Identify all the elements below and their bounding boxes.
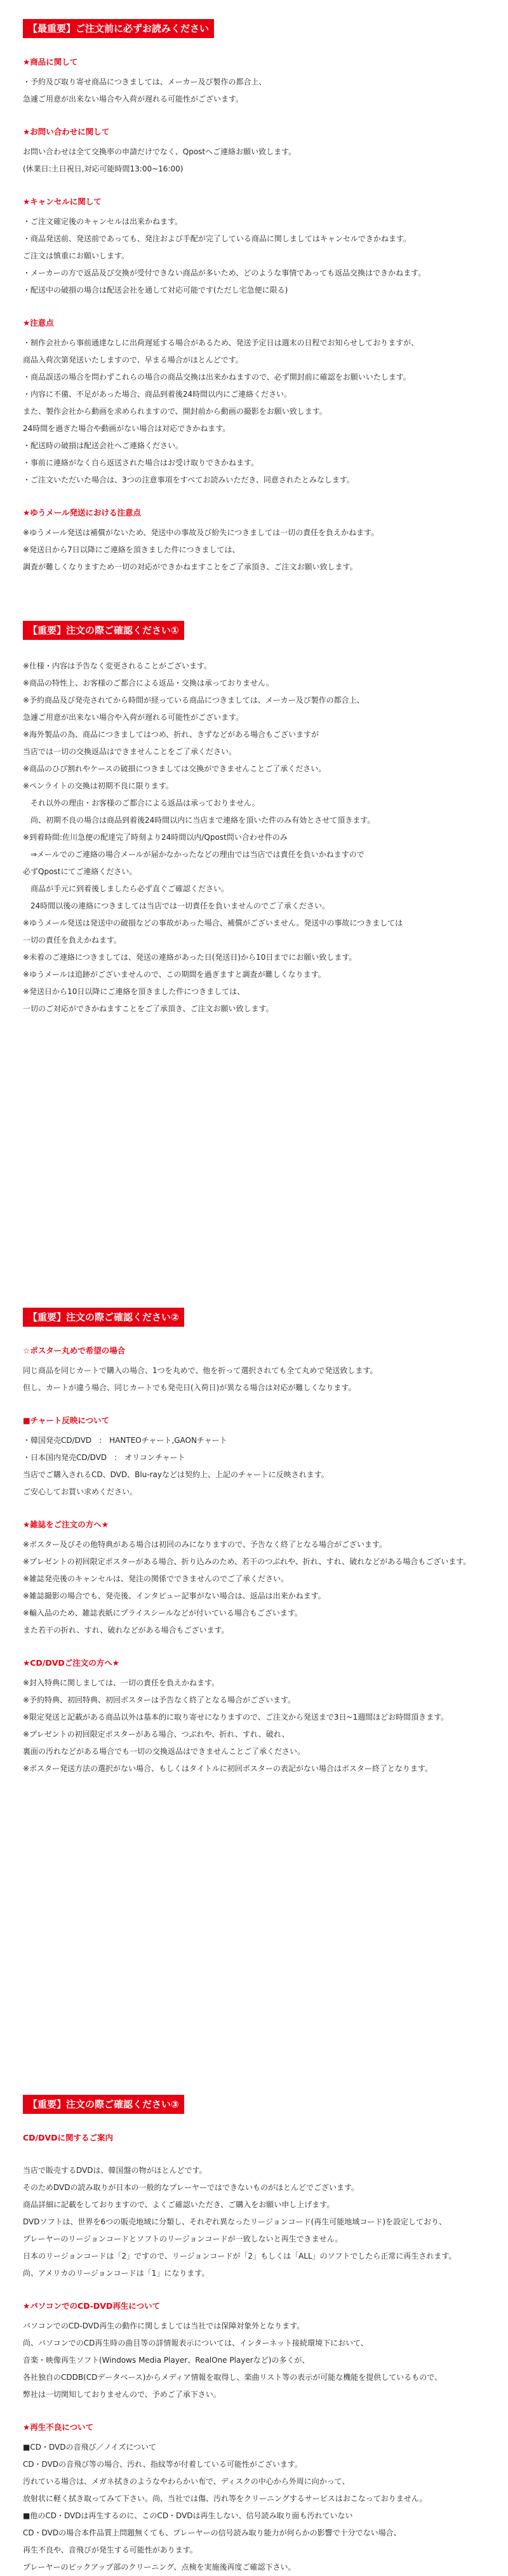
notice-line: ※未着のご連絡につきましては、発送の連絡があった日(発送日)から10日までにお願い致します。 <box>23 953 357 962</box>
notice-line: お問い合わせは全て交換率の申請だけでなく、Qpostへご連絡お願い致します。 <box>23 147 297 156</box>
notice-line: ■他のCD・DVDは再生するのに、このCD・DVDは再生しない、信号読み取り面も汚れていない <box>23 2511 353 2520</box>
notice-line: 一切の責任を負えかねます。 <box>23 936 122 945</box>
notice-line: ⇒メールでのご連絡の場合メールが届かなかったなどの理由では当店では責任を負いかねますので <box>23 850 364 859</box>
notice-line: 当店でご購入されるCD、DVD、Blu-rayなどは契約上、上記のチャートに反映されます。 <box>23 1470 329 1479</box>
block-heading: CD/DVDに関するご案内 <box>23 2133 114 2142</box>
notice-line: ・ご注文確定後のキャンセルは出来かねます。 <box>23 217 183 226</box>
notice-line: ※ゆうメール発送は補償がないため、発送中の事故及び紛失につきましては一切の責任を負えかねます。 <box>23 528 379 537</box>
block-heading: ★商品に関して <box>23 57 78 67</box>
notice-line: ■CD・DVDの音飛び／ノイズについて <box>23 2443 156 2452</box>
notice-line: 24時間以後の連絡につきましては当店では一切責任を負いませんのでご了承ください。 <box>23 901 330 910</box>
notice-line: 尚、初期不良の場合は商品到着後24時間以内に当店まで連絡を頂いた件のみ有効とさせて頂きます。 <box>23 816 375 825</box>
notice-block <box>23 2132 485 2144</box>
notice-line: ・内容に不備、不足があった場合、商品到着後24時間以内にご連絡ください。 <box>23 390 292 399</box>
notice-line: また若干の折れ、すれ、破れなどがある場合もございます。 <box>23 1626 229 1635</box>
notice-block <box>23 2162 485 2282</box>
notice-block <box>23 1518 485 1639</box>
notice-line: ・商品誤送の場合を問わずこれらの場合の商品交換は出来かねますので、必ず開封前に確認をお願いいたします。 <box>23 373 411 382</box>
notice-line: ご安心してお買い求めください。 <box>23 1487 138 1496</box>
notice-line: ご注文は慎重にお願いします。 <box>23 251 130 260</box>
block-heading: ★注意点 <box>23 318 54 328</box>
notice-line: ※仕様・内容は予告なく変更されることがございます。 <box>23 661 212 670</box>
notice-line: 調査が難しくなりますため一切の対応ができかねますことをご了承頂き、ご注文お願い致します。 <box>23 562 358 571</box>
notice-section <box>0 621 508 1018</box>
notice-line: ※商品のひび割れやケースの破損につきましては交換ができませんことご了承ください。 <box>23 764 326 773</box>
notice-line: 音楽・映像再生ソフト(Windows Media Player、RealOne Playerなど)の多くが、 <box>23 2356 310 2365</box>
notice-line: ・日本国内発売CD/DVD : オリコンチャート <box>23 1453 185 1462</box>
notice-line: プレーヤーのピックアップ部のクリーニング、点検を実施後再度ご確認下さい。 <box>23 2563 296 2572</box>
notice-line: ※海外製品の為、商品につきましてはつめ、折れ、きずなどがある場合もございますが <box>23 730 319 739</box>
notice-line: ※限定発送と記載がある商品以外は基本的に取り寄せになりますので、ご注文から発送まで3日~1週間ほどお時間頂きます。 <box>23 1713 449 1722</box>
block-heading: ★ゆうメール発送における注意点 <box>23 508 141 517</box>
notice-line: ・韓国発売CD/DVD : HANTEOチャート,GAONチャート <box>23 1436 227 1445</box>
notice-line: 一切のご対応ができかねますことをご了承頂き、ご注文お願い致します。 <box>23 1004 274 1013</box>
notice-block <box>23 1344 485 1397</box>
notice-block <box>23 317 485 489</box>
notice-line: 尚、アメリカのリージョンコードは「1」になります。 <box>23 2269 210 2278</box>
notice-line: ※発送日から10日以降にご連絡を頂きました件につきましては、 <box>23 987 245 996</box>
notice-line: ※到着時間:佐川急便の配達完了時刻より24時間以内/Qpost問い合わせ件のみ <box>23 833 288 842</box>
notice-section <box>0 19 508 576</box>
notice-line: ※ペンライトの交換は初期不良に限ります。 <box>23 781 173 790</box>
notice-line: 商品入荷次第発送いたしますので、早まる場合がほとんどです。 <box>23 355 243 364</box>
block-heading: ★お問い合わせに関して <box>23 127 110 136</box>
notice-block <box>23 507 485 576</box>
notice-line: ・制作会社から事前通達なしに出荷遅延する場合があるため、発送予定日は週末の日程でお知らせしておりますが、 <box>23 338 419 347</box>
notice-line: ※ポスター及びその他特典がある場合は初回のみになりますので、予告なく終了となる場合がございます。 <box>23 1540 387 1549</box>
notice-line: ※予約特典、初回特典、初回ポスターは予告なく終了となる場合がございます。 <box>23 1696 296 1704</box>
notice-line: ※雑誌発売後のキャンセルは、発注の関係でできませんのでご了承ください。 <box>23 1574 289 1583</box>
notice-block <box>23 1414 485 1501</box>
notice-line: ※封入特典に関しましては、一切の責任を負えかねます。 <box>23 1678 220 1687</box>
notice-line: ※ゆうメール発送は発送中の破損などの事故があった場合、補償がございません。発送中の事故につきましては <box>23 919 403 927</box>
notice-block <box>23 126 485 178</box>
notice-line: 商品詳細に記載をしておりますので、よくご確認いただき、ご購入をお願い申し上げます。 <box>23 2200 335 2209</box>
notice-line: ・事前に連絡がなく自ら返送された場合はお受け取りできかねます。 <box>23 458 259 467</box>
notice-line: CD・DVDの場合本件品質上問題無くても、プレーヤーの信号読み取り能力が何らかの影響で十分でない場合、 <box>23 2528 401 2537</box>
notice-line: 裏面の汚れなどがある場合でも一切の交換返品はできませんことご了承ください。 <box>23 1747 305 1756</box>
block-heading: ■チャート反映について <box>23 1416 110 1425</box>
notice-line: 当店では一切の交換返品はできませんことをご了承ください。 <box>23 747 237 756</box>
notice-line: 再生不良や、音飛びが発生する可能性があります。 <box>23 2546 197 2554</box>
notice-line: 放射状に軽く拭き取ってみて下さい。尚、当社では傷、汚れ等をクリーニングするサービスはおこなっておりません。 <box>23 2494 427 2503</box>
notice-line: ※ポスター発送方法の選択がない場合、もしくはタイトルに初回ポスターの表記がない場合はポスター終了となります。 <box>23 1764 432 1773</box>
notice-line: ※ゆうメールは追跡がございませんので、この期間を過ぎますと調査が難しくなります。 <box>23 970 326 979</box>
notice-line: また、製作会社から動画を求められますので、開封前から動画の撮影をお願い致します。 <box>23 407 327 416</box>
notice-line: ※発送日から7日以降にご連絡を頂きました件につきましては、 <box>23 545 240 554</box>
notice-line: 急遽ご用意が出来ない場合や入荷が遅れる可能性がございます。 <box>23 713 244 722</box>
notice-line: 各社独自のCDDB(CDデータベース)からメディア情報を取得し、楽曲リスト等の表示が可能な機能を提供しているもので、 <box>23 2373 443 2382</box>
notice-line: DVDソフトは、世界を6つの販売地域に分類し、それぞれ異なったリージョンコード(再生可能地域コード)を設定しており、 <box>23 2217 447 2226</box>
notice-line: 尚、パソコンでのCD再生時の曲目等の詳情報表示については、インターネット接続環境下において、 <box>23 2339 368 2347</box>
section-banner: 【重要】注文の際ご確認ください③ <box>23 2095 184 2114</box>
notice-block <box>23 1657 485 1777</box>
block-heading: ★雑誌をご注文の方へ★ <box>23 1520 109 1529</box>
notice-block <box>23 658 485 1018</box>
notice-line: ※予約商品及び発売されてから時間が経っている商品につきましては、メーカー及び製作の都合上、 <box>23 696 364 705</box>
notice-line: (休業日:土日祝日,対応可能時間13:00~16:00) <box>23 164 184 173</box>
block-heading: ★パソコンでのCD-DVD再生について <box>23 2301 161 2311</box>
section-banner: 【重要】注文の際ご確認ください② <box>23 1308 184 1327</box>
notice-line: 急遽ご用意が出来ない場合や入荷が遅れる可能性がございます。 <box>23 95 244 103</box>
notice-line: 但し、カートが違う場合、同じカートでも発売日(入荷日)が異なる場合は対応が難しくなります。 <box>23 1383 356 1392</box>
block-heading: ★CD/DVDご注文の方へ★ <box>23 1658 119 1668</box>
notice-line: ※雑誌撮影の場合でも、発売後、インタビュー記事がない場合は、返品は出来かねます。 <box>23 1591 326 1600</box>
notice-line: 同じ商品を同じカートで購入の場合、1つを丸めで、他を折って選択されても全て丸めで発送致します。 <box>23 1366 378 1375</box>
notice-line: 汚れている場合は、メガネ拭きのようなやわらかい布で、ディスクの中心から外周に向かって、 <box>23 2477 350 2486</box>
notice-section <box>0 1308 508 1777</box>
notice-line: 必ずQpostにてご連絡ください。 <box>23 867 137 876</box>
notice-line: 当店で販売するDVDは、韓国盤の物がほとんどです。 <box>23 2166 207 2175</box>
block-heading: ★キャンセルに関して <box>23 197 102 206</box>
notice-line: ・配送時の破損は配送会社へご連絡ください。 <box>23 441 184 450</box>
notice-line: ※プレゼントの初回限定ポスターがある場合、折り込みのため、若干のつぶれや、折れ、すれ、破れなどがある場合もございます。 <box>23 1557 471 1566</box>
notice-line: 24時間を過ぎた場合や動画がない場合は対応できかねます。 <box>23 424 231 433</box>
notice-line: ※輸入品のため、雑誌表紙にプライスシールなどが付いている場合もございます。 <box>23 1609 302 1617</box>
section-banner: 【重要】注文の際ご確認ください① <box>23 621 184 640</box>
notice-line: 弊社は一切関知しておりませんので、予めご了承下さい。 <box>23 2390 221 2399</box>
block-heading: ☆ポスター丸めで希望の場合 <box>23 1346 126 1355</box>
notice-line: ・配送中の破損の場合は配送会社を通して対応可能です(ただし宅急便に限る) <box>23 286 288 295</box>
notice-line: プレーヤーのリージョンコードとソフトのリージョンコードが一致しないと再生できません。 <box>23 2234 343 2243</box>
notice-line: そのためDVDの読み取りが日本の一般的なプレーヤーではできないものがほとんどでございます。 <box>23 2183 359 2192</box>
notice-line: 商品が手元に到着後しましたら必ず直ぐご確認ください。 <box>23 884 229 893</box>
notice-line: ・予約及び取り寄せ商品につきましては、メーカー及び製作の都合上、 <box>23 77 267 86</box>
notice-line: パソコンでのCD-DVD再生の動作に関しましては当社では保障対象外となります。 <box>23 2321 305 2330</box>
notice-block <box>23 2421 485 2576</box>
notice-line: 日本のリージョンコードは「2」ですので、リージョンコードが「2」もしくは「ALL」のソフトでしたら正常に再生されます。 <box>23 2252 457 2261</box>
notice-line: それ以外の理由・お客様のご都合による返品は承っておりません。 <box>23 799 260 807</box>
notice-line: ・メーカーの方で返品及び交換が受付できない商品が多いため、どのような事情であっても返品交換はできかねます。 <box>23 269 426 277</box>
notice-block <box>23 196 485 299</box>
notice-block <box>23 56 485 108</box>
notice-line: ※プレゼントの初回限定ポスターがある場合、つぶれや、折れ、すれ、破れ、 <box>23 1730 290 1739</box>
notice-section <box>0 2095 508 2576</box>
notice-line: CD・DVDの音飛び等の場合、汚れ、指紋等が付着している可能性がございます。 <box>23 2460 302 2469</box>
notice-line: ・商品発送前、発送前であっても、発注および手配が完了している商品に関しましてはキャンセルできかねます。 <box>23 234 411 243</box>
notice-line: ・ご注文いただいた場合は、3つの注意事項をすべてお読みいただき、同意されたとみなします。 <box>23 475 354 484</box>
block-heading: ★再生不良について <box>23 2422 93 2432</box>
section-banner: 【最重要】ご注文前に必ずお読みください <box>23 19 214 38</box>
notice-line: ※商品の特性上、お客様のご都合による返品・交換は承っておりません。 <box>23 679 274 687</box>
notice-block <box>23 2300 485 2403</box>
